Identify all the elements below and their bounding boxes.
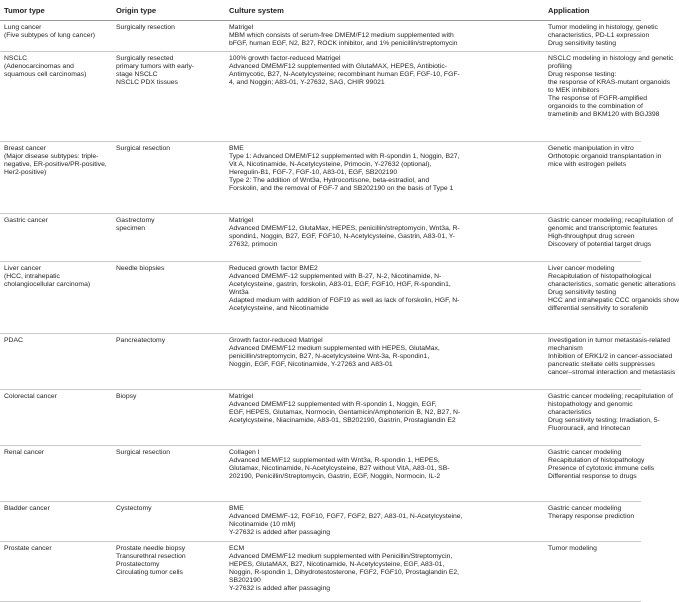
origin-type-cell — [112, 52, 225, 142]
cell-text-line: Advanced DMEM/F-12 supplemented with B-27, N-2, Nicotinamide, N- — [229, 273, 442, 281]
cell-text-line: Advanced DMEM/F12 supplemented with R-spondin 1, Noggin, EGF, — [229, 401, 437, 409]
cell-text-line: cholangiocellular carcinoma) — [4, 281, 91, 289]
cell-text-line: Colorectal cancer — [4, 393, 57, 400]
cell-text-line: Transurethral resection — [116, 553, 186, 561]
cell-text-line: Vit A, Nicotinamide, N-Acetylcysteine, Primocin, Y-27632 (optional), — [229, 161, 432, 169]
cell-text-line: genomic and transcriptomic features — [548, 225, 658, 233]
cell-text-line: 100% growth factor-reduced Matrigel — [229, 55, 341, 62]
tumor-type-cell — [0, 542, 112, 602]
cell-text-line: cancer–stromal interaction and metastasis — [548, 369, 676, 377]
application-cell — [544, 502, 641, 542]
origin-type-cell — [112, 21, 225, 52]
cell-text-line: Acetylcysteine, Niacinamide, A83-01, SB202190, Gastrin, Prostaglandin E2 — [229, 417, 456, 425]
cell-text-line: HEPES, GlutaMAX, B27, Nicotinamide, N-Acetylcysteine, EGF, A83-01, — [229, 561, 445, 569]
cell-text-line: BME — [229, 505, 244, 512]
cell-text-line: Gastrectomy — [116, 217, 155, 224]
application-cell — [544, 214, 674, 262]
cell-text-line: Advanced DMEM/F12 medium supplemented with Penicillin/Streptomycin, — [229, 553, 453, 561]
cell-text-line: Matrigel — [229, 393, 254, 400]
cell-text-line: primary tumors with early- — [116, 63, 195, 71]
cell-text-line: Surgical resection — [116, 145, 171, 152]
cell-text-line: Investigation in tumor metastasis-related — [548, 337, 671, 344]
cell-text-line: MBM which consists of serum-free DMEM/F12 medium supplemented with — [229, 32, 454, 40]
cell-text-line: Y-27632 is added after passaging — [229, 529, 331, 537]
table-body — [0, 21, 679, 602]
cell-text-line: Tumor modeling in histology, genetic — [548, 24, 658, 31]
cell-text-line: stage NSCLC — [116, 71, 158, 79]
cell-text-line: NSCLC modeling in histology and genetic — [548, 55, 674, 62]
cell-text-line: Her2-positive) — [4, 169, 47, 177]
culture-system-cell — [225, 542, 544, 602]
application-cell — [544, 542, 641, 602]
cell-text-line: Surgical resection — [116, 449, 171, 456]
cell-text-line: Growth factor-reduced Matrigel — [229, 337, 323, 344]
cell-text-line: Breast cancer — [4, 145, 46, 152]
application-cell — [544, 142, 662, 214]
cell-text-line: (HCC, intrahepatic — [4, 273, 60, 281]
tumor-type-cell — [0, 390, 112, 446]
cell-text-line: Y-27632 is added after passaging — [229, 585, 331, 593]
cell-text-line: spondin1, Noggin, B27, EGF, FGF10, N-Acetylcysteine, Gastrin, A83-01, Y- — [229, 233, 455, 241]
cell-text-line: characteristics, somatic genetic alterations — [548, 281, 676, 289]
cell-text-line: Nicotinamide (10 mM) — [229, 521, 296, 529]
cell-text-line: Drug response testing: — [548, 71, 617, 79]
cell-text-line: Gastric cancer modeling; recapitulation of — [548, 217, 674, 224]
cell-text-line: Matrigel — [229, 217, 254, 224]
header-culture-system: Culture system — [225, 0, 544, 21]
cell-text-line: Wnt3a — [229, 289, 249, 297]
tumor-type-cell — [0, 502, 112, 542]
cell-text-line: Advanced MEM/F12 supplemented with Wnt3a, R-spondin 1, HEPES, — [229, 457, 440, 465]
cell-text-line: (Major disease subtypes: triple- — [4, 153, 99, 161]
cell-text-line: Drug sensitivity testing — [548, 40, 616, 48]
cell-text-line: Forskolin, and the removal of FGF-7 and SB202190 on the basis of Type 1 — [229, 185, 454, 193]
tumor-type-cell — [0, 214, 112, 262]
tumor-type-cell — [0, 262, 112, 334]
cell-text-line: High-throughput drug screen — [548, 233, 635, 241]
cell-text-line: Advanced DMEM/F12 medium supplemented with HEPES, GlutaMax, — [229, 345, 440, 353]
cell-text-line: penicillin/streptomycin, B27, N-acetylcysteine Wnt-3a, R-spondin1, — [229, 353, 430, 361]
culture-system-cell — [225, 52, 544, 142]
cell-text-line: Circulating tumor cells — [116, 569, 183, 577]
culture-system-cell — [225, 214, 544, 262]
cell-text-line: Prostate cancer — [4, 545, 52, 552]
cell-text-line: SB202190 — [229, 577, 261, 585]
cell-text-line: EGF, HEPES, Glutamax, Normocin, Gentamicin/Amphotericin B, N2, B27, N- — [229, 409, 461, 417]
cell-text-line: Adapted medium with addition of FGF19 as well as lack of forskolin, HGF, N- — [229, 297, 460, 305]
cell-text-line: Differential response to drugs — [548, 473, 637, 481]
cell-text-line: Reduced growth factor BME2 — [229, 265, 318, 272]
origin-type-cell — [112, 142, 225, 214]
cell-text-line: Renal cancer — [4, 449, 45, 456]
cell-text-line: HCC and intrahepatic CCC organoids show — [548, 297, 679, 305]
cell-text-line: PDAC — [4, 337, 23, 344]
cell-text-line: Presence of cytotoxic immune cells — [548, 465, 655, 473]
tumor-type-cell — [0, 334, 112, 390]
cell-text-line: Therapy response prediction — [548, 513, 635, 521]
culture-system-cell — [225, 446, 544, 502]
cell-text-line: Gastric cancer — [4, 217, 48, 224]
culture-system-cell — [225, 142, 544, 214]
application-cell — [544, 390, 674, 446]
cell-text-line: Acetylcysteine, and Nicotinamide — [229, 305, 329, 313]
cell-text-line: Orthotopic organoid transplantation in — [548, 153, 662, 161]
cell-text-line: to MEK inhibitors — [548, 87, 600, 95]
header-tumor-type: Tumor type — [0, 0, 112, 21]
culture-system-cell — [225, 334, 544, 390]
header-origin-type: Origin type — [112, 0, 225, 21]
cell-text-line: Gastric cancer modeling — [548, 505, 622, 512]
cell-text-line: Surgically resected — [116, 55, 174, 62]
cell-text-line: profiling — [548, 63, 572, 71]
cell-text-line: negative, ER-positive/PR-positive, — [4, 161, 107, 169]
cell-text-line: Pancreatectomy — [116, 337, 166, 344]
application-cell — [544, 334, 676, 390]
table-row — [0, 542, 641, 602]
table-row — [0, 21, 641, 52]
origin-type-cell — [112, 214, 225, 262]
cell-text-line: ECM — [229, 545, 245, 552]
table-header-row — [0, 0, 641, 21]
origin-type-cell — [112, 542, 225, 602]
culture-system-cell — [225, 390, 544, 446]
origin-type-cell — [112, 446, 225, 502]
cell-text-line: Collagen I — [229, 449, 260, 456]
cell-text-line: Fluorouracil, and Irinotecan — [548, 425, 631, 433]
cell-text-line: Gastric cancer modeling — [548, 449, 622, 456]
cell-text-line: NSCLC — [4, 55, 28, 62]
cell-text-line: BME — [229, 145, 244, 152]
application-cell — [544, 446, 655, 502]
cell-text-line: Heregulin-B1, FGF-7, FGF-10, A83-01, EGF, SB202190 — [229, 169, 398, 177]
cell-text-line: Acetylcysteine, gastrin, forskolin, A83-01, EGF, FGF10, HGF, R-spondin1, — [229, 281, 451, 289]
culture-system-cell — [225, 21, 544, 52]
cell-text-line: 4, and Noggin; A83-01, Y-27632, SAG, CHIR 99021 — [229, 79, 385, 87]
header-application: Application — [544, 0, 641, 21]
cell-text-line: Recapitulation of histopathology — [548, 457, 645, 465]
cell-text-line: (Five subtypes of lung cancer) — [4, 32, 96, 40]
cell-text-line: Advanced DMEM/F12 supplemented with GlutaMAX, HEPES, Antibiotic- — [229, 63, 447, 71]
application-cell — [544, 262, 679, 334]
cell-text-line: organoids to the combination of — [548, 103, 643, 111]
cell-text-line: pancreatic stellate cells suppresses — [548, 361, 655, 369]
cell-text-line: Recapitulation of histopathological — [548, 273, 652, 281]
culture-system-cell — [225, 502, 544, 542]
origin-type-cell — [112, 334, 225, 390]
cell-text-line: Inhibition of ERK1/2 in cancer-associated — [548, 353, 673, 361]
cell-text-line: Noggin, R-spondin 1, Dihydrotestosterone, FGF2, FGF10, Prostaglandin E2, — [229, 569, 460, 577]
cell-text-line: Noggin, EGF, FGF, Nicotinamide, Y-27263 and A83-01 — [229, 361, 393, 369]
cell-text-line: Lung cancer — [4, 24, 42, 31]
cell-text-line: Advanced DMEM/F12, GlutaMax, HEPES, penicillin/streptomycin, Wnt3a, R- — [229, 225, 460, 233]
cell-text-line: Surgically resection — [116, 24, 175, 31]
cell-text-line: Bladder cancer — [4, 505, 50, 512]
cell-text-line: NSCLC PDX tissues — [116, 79, 178, 87]
tumor-type-cell — [0, 21, 112, 52]
cell-text-line: Liver cancer modeling — [548, 265, 615, 272]
cell-text-line: trametinib and BKM120 with BGJ398 — [548, 111, 660, 119]
tumor-type-cell — [0, 142, 112, 214]
cell-text-line: Prostate needle biopsy — [116, 545, 186, 552]
cell-text-line: mice with estrogen pellets — [548, 161, 627, 169]
cell-text-line: Matrigel — [229, 24, 254, 31]
origin-type-cell — [112, 502, 225, 542]
cell-text-line: squamous cell carcinomas) — [4, 71, 87, 79]
cell-text-line: Prostatectomy — [116, 561, 160, 569]
cell-text-line: The response of FGFR-amplified — [548, 95, 647, 103]
application-cell — [544, 52, 674, 142]
culture-system-cell — [225, 262, 544, 334]
table-row — [0, 334, 641, 390]
cell-text-line: Needle biopsies — [116, 265, 165, 272]
table-row — [0, 446, 641, 502]
cell-text-line: (Adenocarcinomas and — [4, 63, 74, 71]
table-row — [0, 262, 641, 334]
cell-text-line: histopathology and genomic — [548, 401, 633, 409]
application-cell — [544, 21, 658, 52]
cell-text-line: Liver cancer — [4, 265, 42, 272]
origin-type-cell — [112, 390, 225, 446]
cell-text-line: bFGF, human EGF, N2, B27, ROCK inhibitor, and 1% penicillin/streptomycin — [229, 40, 458, 48]
table-row — [0, 52, 641, 142]
cell-text-line: Drug sensitivity testing: Irradiation, 5- — [548, 417, 660, 425]
origin-type-cell — [112, 262, 225, 334]
cell-text-line: Antimycotic, B27, N-Acetylcysteine; recombinant human EGF, FGF-10, FGF- — [229, 71, 460, 79]
cell-text-line: Glutamax, Nicotinamide, N-Acetylcysteine, B27 without VitA, A83-01, SB- — [229, 465, 450, 473]
cell-text-line: Type 2: The addition of Wnt3a, Hydrocortisone, beta-estradiol, and — [229, 177, 430, 185]
cell-text-line: Discovery of potential target drugs — [548, 241, 652, 249]
cell-text-line: the response of KRAS-mutant organoids — [548, 79, 671, 87]
tumor-type-cell — [0, 446, 112, 502]
cell-text-line: Cystectomy — [116, 505, 152, 512]
cell-text-line: characteristics, PD-L1 expression — [548, 32, 650, 40]
cell-text-line: Tumor modeling — [548, 545, 597, 552]
table-row — [0, 142, 641, 214]
cell-text-line: Biopsy — [116, 393, 137, 400]
cell-text-line: Gastric cancer modeling; recapitulation of — [548, 393, 674, 400]
cell-text-line: differential sensitivity to sorafenib — [548, 305, 648, 313]
cell-text-line: Drug sensitivity testing — [548, 289, 616, 297]
cell-text-line: Advanced DMEM/F-12, FGF10, FGF7, FGF2, B27, A83-01, N-Acetylcysteine, — [229, 513, 463, 521]
table-row — [0, 390, 641, 446]
cell-text-line: characteristics — [548, 409, 592, 417]
table-row — [0, 502, 641, 542]
table-row — [0, 214, 641, 262]
cell-text-line: Type 1: Advanced DMEM/F12 supplemented with R-spondin 1, Noggin, B27, — [229, 153, 460, 161]
cell-text-line: specimen — [116, 225, 146, 233]
tumor-type-cell — [0, 52, 112, 142]
cell-text-line: 27632, primocin — [229, 241, 278, 249]
cell-text-line: Genetic manipulation in vitro — [548, 145, 634, 152]
cell-text-line: mechanism — [548, 345, 583, 353]
cell-text-line: 202190, Penicillin/Streptomycin, Gastrin, EGF, Noggin, Normocin, IL-2 — [229, 473, 441, 481]
